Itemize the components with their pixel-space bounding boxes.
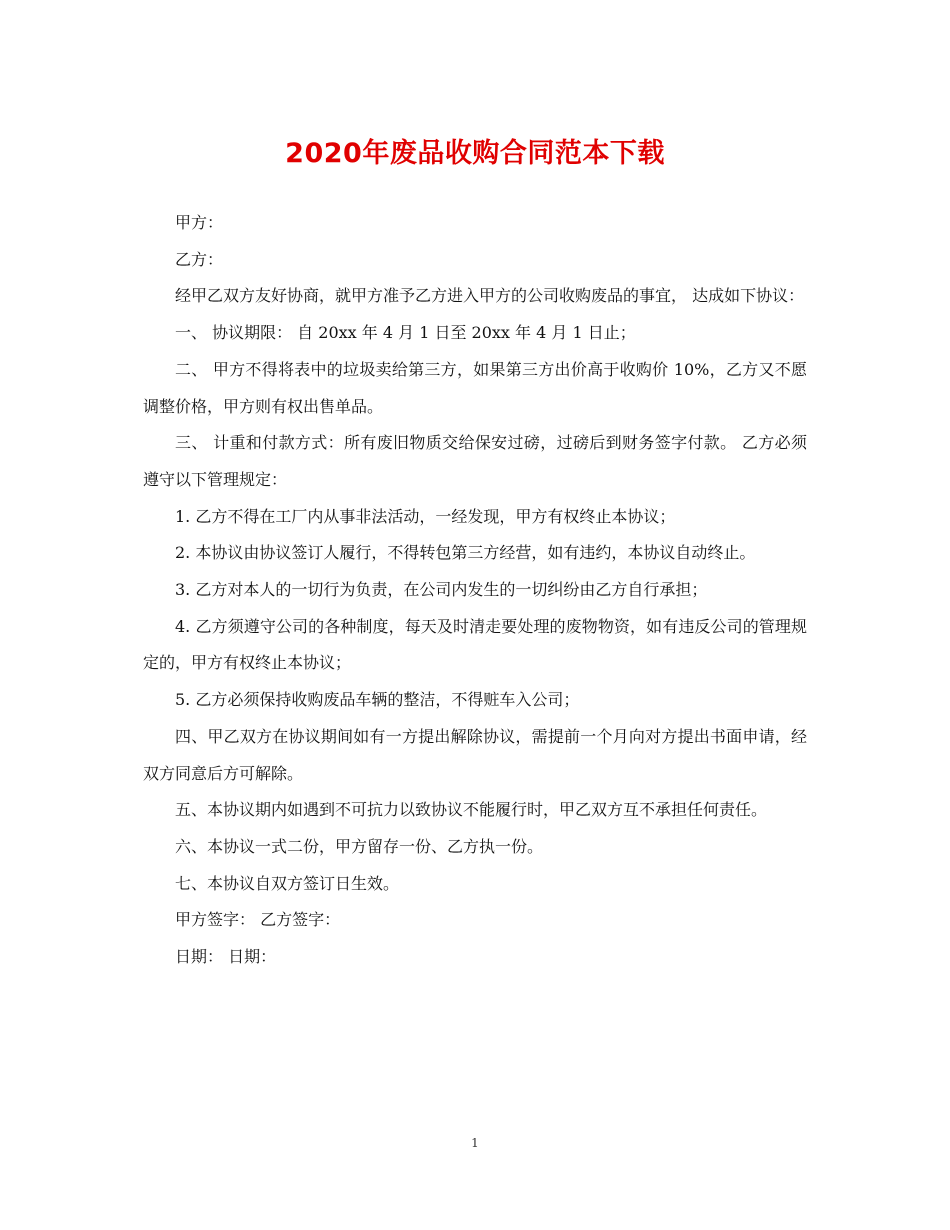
date-line: 日期： 日期： (175, 947, 277, 967)
rule-5: 5. 乙方必须保持收购废品车辆的整洁，不得赃车入公司； (175, 690, 580, 710)
clause-5-force-majeure: 五、本协议期内如遇到不可抗力以致协议不能履行时，甲乙双方互不承担任何责任。 (175, 800, 768, 820)
clause-6-copies: 六、本协议一式二份，甲方留存一份、乙方执一份。 (175, 836, 544, 856)
clause-2-resale: 二、 甲方不得将表中的垃圾卖给第三方，如果第三方出价高于收购价 10%，乙方又不愿调整价格，甲方则有权出售单品。 (143, 359, 807, 416)
rule-1: 1. 乙方不得在工厂内从事非法活动，一经发现，甲方有权终止本协议； (175, 506, 676, 526)
clause-3-weighing-payment: 三、 计重和付款方式：所有废旧物质交给保安过磅，过磅后到财务签字付款。 乙方必须遵守以下管理规定： (143, 433, 807, 489)
signature-line: 甲方签字： 乙方签字： (175, 910, 341, 930)
clause-4-termination: 四、甲乙双方在协议期间如有一方提出解除协议，需提前一个月向对方提出书面申请，经双方同意后方可解除。 (143, 726, 807, 783)
rule-2: 2. 本协议由协议签订人履行，不得转包第三方经营，如有违约，本协议自动终止。 (175, 543, 756, 563)
clause-1-term: 一、 协议期限： 自 20xx 年 4 月 1 日至 20xx 年 4 月 1 日止； (175, 323, 636, 343)
party-b-line: 乙方： (175, 249, 224, 269)
rule-4: 4. 乙方须遵守公司的各种制度，每天及时清走要处理的废物物资，如有违反公司的管理规定的，甲方有权终止本协议； (143, 616, 807, 673)
party-a-line: 甲方： (175, 213, 224, 232)
page-number: 1 (471, 1136, 479, 1150)
rule-3: 3. 乙方对本人的一切行为负责，在公司内发生的一切纠纷由乙方自行承担； (175, 580, 708, 600)
document-body (143, 205, 807, 976)
clause-7-effective: 七、本协议自双方签订日生效。 (175, 873, 400, 893)
document-title: 2020年废品收购合同范本下载 (285, 138, 665, 169)
preamble-paragraph: 经甲乙双方友好协商，就甲方准予乙方进入甲方的公司收购废品的事宜， 达成如下协议： (175, 286, 805, 306)
